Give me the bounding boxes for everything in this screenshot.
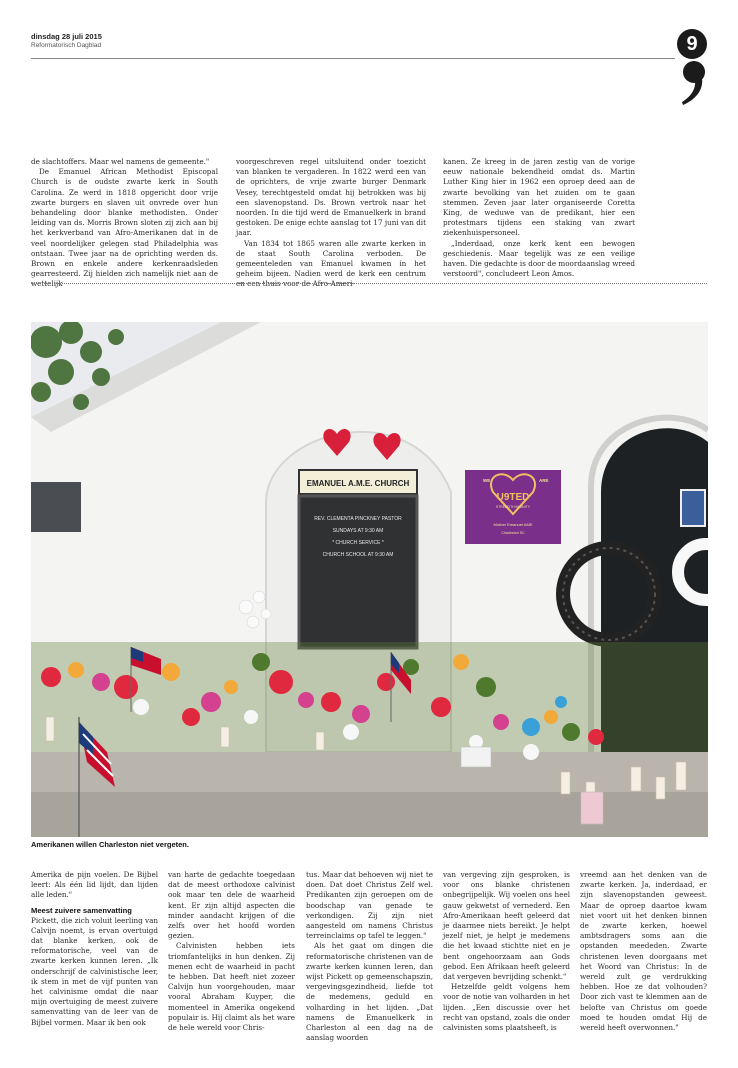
page-header	[31, 32, 675, 50]
top-column-2	[236, 157, 426, 290]
paragraph: De Emanuel African Methodist Episcopal Church is de oudste zwarte kerk in South Carolina. Ze werd in 1818 opgericht door vrije zwarte burgers en slaven uit onvrede over hun behandeling door blanke methodisten. Onder leiding van ds. Morris Brown sloten zij zich aan bij het kerkverband van Afro-Amerikanen dat in de veel noordelijker gelegen stad Philadelphia was ontstaan. Twee jaar na de oprichting werden ds. Brown en enkele andere kerkenraadsleden gearresteerd. Zij hielden zich namelijk niet aan de wettelijk	[31, 167, 218, 289]
subheading: Meest zuivere samenvatting	[31, 905, 132, 915]
purple-sign-place: Charleston SC	[501, 531, 525, 535]
top-article-columns	[31, 157, 637, 289]
paragraph: „Inderdaad, onze kerk kent een bewogen geschiedenis. Maar tegelijk was ze een veilige haven. Die gedachte is door de moordaanslag wreed verstoord", concludeert Leon Amos.	[443, 238, 635, 279]
bottom-column-1	[31, 870, 158, 1028]
purple-sign-heart: U9TED	[496, 492, 530, 503]
purple-sign-strength: STRENGTH IN UNITY	[495, 505, 531, 509]
bottom-article-columns	[31, 870, 708, 1043]
bottom-column-5	[580, 870, 707, 1033]
bottom-column-3	[306, 870, 433, 1043]
paragraph: Pickett, die zich voluit leerling van Calvijn noemt, is ervan overtuigd dat blanke kerken, ook de reformatorische, veel van de zwarte kerken kunnen leren. „Ik onderschrijf de calvinistische leer, ik stem in met de vijf punten van het calvinisme omdat die naar mijn overtuiging de meest zuivere samenvatting van de leer van de Bijbel vormen. Maar ik ben ook	[31, 915, 158, 1027]
photo-caption: Amerikanen willen Charleston niet vergeten.	[31, 840, 189, 849]
top-column-3	[443, 157, 635, 279]
church-memorial-photo	[31, 322, 708, 837]
purple-sign-name: Mother Emanuel AME	[493, 522, 533, 527]
bottom-column-2	[168, 870, 295, 1033]
paragraph: voorgeschreven regel uitsluitend onder toezicht van blanken te vergaderen. In 1822 werd een van de oprichters, de vrije zwarte burger Denmark Vesey, terechtgesteld omdat hij betrokken was bij een slavenopstand. Ds. Brown vertrok naar het noorden. In die tijd werd de Emanuelkerk in brand gestoken. De enige echte aanslag tot 17 juni van dit jaar.	[236, 157, 426, 238]
paragraph: Als het gaat om dingen die reformatorische christenen van de zwarte kerken kunnen leren, dan wijst Pickett op gemeenschapszin, vergevingsgezindheid, liefde tot de medemens, geduld en volharding in het lijden. „Dat namens de Emanuelkerk in Charleston al een dag na de aanslag woorden	[306, 941, 433, 1043]
paragraph: Van 1834 tot 1865 waren alle zwarte kerken in de staat South Carolina verboden. De gemeenteleden van Emanuel kwamen in het geheim bijeen. Nadien werd de kerk een centrum en een thuis voor de Afro-Ameri-	[236, 238, 426, 289]
issue-date: dinsdag 28 juli 2015	[31, 32, 102, 41]
purple-sign-we: WE	[483, 478, 491, 483]
paragraph: kanen. Ze kreeg in de jaren zestig van de vorige eeuw nationale bekendheid omdat ds. Martin Luther King hier in 1962 een oproep deed aan de zwarte bevolking van het zuiden om te gaan stemmen. Zeven jaar later organiseerde Coretta King, de weduwe van de predikant, hier een protestmars tijdens een staking van zwart ziekenhuispersoneel.	[443, 157, 635, 238]
comma-logo-icon	[679, 60, 707, 106]
board-line: * CHURCH SERVICE *	[332, 540, 384, 546]
paragraph: Amerika de pijn voelen. De Bijbel leert: Als één lid lijdt, dan lijden alle leden."	[31, 870, 158, 900]
board-line: SUNDAYS AT 9:30 AM	[332, 528, 384, 534]
paragraph: tus. Maar dat behoeven wij niet te doen. Dat doet Christus Zelf wel. Predikanten zijn geroepen om de boodschap van genade te verkondigen. Zij zijn niet aangesteld om namens Christus terreinclaims op tafel te leggen."	[306, 870, 433, 941]
paragraph: de slachtoffers. Maar wel namens de gemeente."	[31, 157, 210, 166]
photo-illustration	[31, 322, 708, 837]
newspaper-name: Reformatorisch Dagblad	[31, 42, 102, 49]
board-line: REV. CLEMENTA PINCKNEY PASTOR	[314, 516, 402, 522]
paragraph: Calvinisten hebben iets triomfantelijks in hun denken. Zij menen echt de waarheid in pacht te hebben. Dat heeft niet zozeer Calvijn hun voorgehouden, maar vooral Abraham Kuyper, die momenteel in Amerika ongekend populair is. Hij claimt als het ware de hele wereld voor Chris-	[168, 941, 295, 1033]
paragraph: vreemd aan het denken van de zwarte kerken. Ja, inderdaad, er zijn slavenopstanden geweest. Maar de oproep daartoe kwam niet voort uit het denken binnen de zwarte kerken, hoewel ambtsdragers soms aan die opstanden meededen. Zwarte christenen leven doorgaans met het Woord van Christus: In de wereld zult ge verdrukking hebben. Hoe ze dat volhouden? Door zich vast te klemmen aan de belofte van Christus om goede moed te houden omdat Hij de wereld heeft overwonnen."	[580, 870, 707, 1033]
top-column-1	[31, 157, 218, 290]
bottom-column-4	[443, 870, 570, 1033]
paragraph: van harte de gedachte toegedaan dat de meest orthodoxe calvinist ook maar ten dele de waarheid kent. Er zijn altijd aspecten die minder aandacht krijgen of die zelfs over het hoofd worden gezien.	[168, 870, 295, 941]
header-rule	[31, 58, 675, 59]
paragraph: van vergeving zijn gesproken, is voor ons blanke christenen onbegrijpelijk. Wij voelen ons heel gauw gekwetst of vernederd. Een Afro-Amerikaan heeft geleerd dat je daarmee niets bereikt. Je helpt jezelf niet, je helpt je medemens die het kwaad stichtte niet en je bent ongehoorzaam aan Gods gebod. Een Afrikaan heeft geleerd dat vergeven bevrijding schenkt."	[443, 870, 570, 982]
paragraph: Hetzelfde geldt volgens hem voor de notie van volharden in het lijden. „Een discussie over het recht van opstand, zoals die onder calvinisten soms plaatsheeft, is	[443, 982, 570, 1033]
purple-sign-are: ARE	[539, 478, 549, 483]
board-line: CHURCH SCHOOL AT 9:30 AM	[322, 552, 394, 558]
church-sign-text: EMANUEL A.M.E. CHURCH	[306, 479, 410, 488]
page-number: 9	[677, 29, 707, 59]
section-divider	[31, 283, 707, 284]
